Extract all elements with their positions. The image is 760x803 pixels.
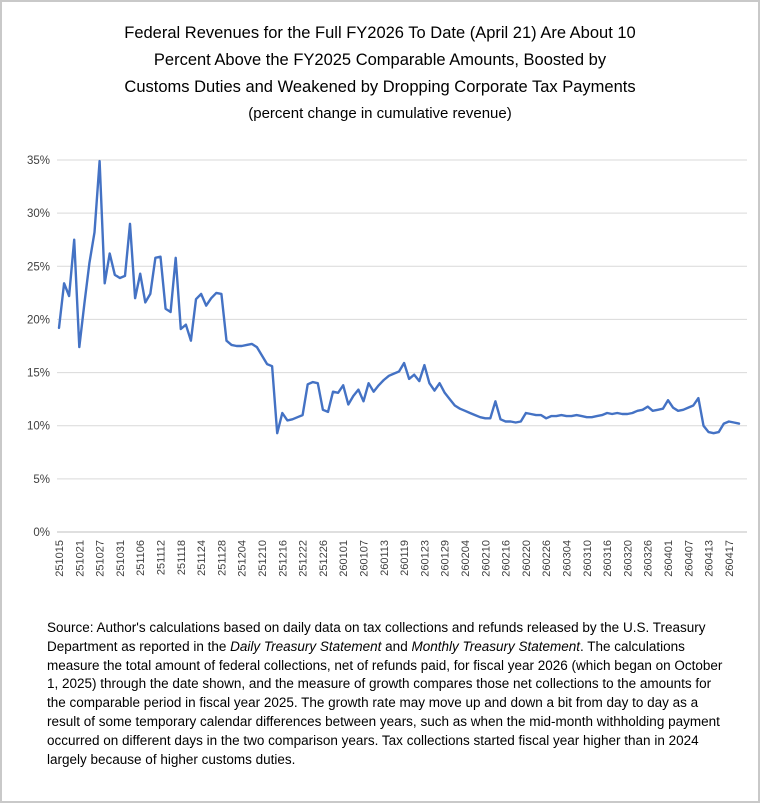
line-chart: [2, 142, 760, 607]
x-axis-tick-label: 251222: [297, 540, 310, 577]
revenue-growth-line: [59, 161, 739, 433]
x-axis-tick-label: 251216: [277, 540, 290, 577]
chart-title-line-1: Federal Revenues for the Full FY2026 To Date (April 21) Are About 10: [124, 24, 636, 42]
x-axis-tick-label: 251027: [94, 540, 107, 577]
x-axis-tick-label: 260304: [561, 540, 574, 577]
x-axis-tick-label: 251204: [236, 540, 249, 577]
x-axis-tick-label: 260401: [662, 540, 675, 577]
x-axis-tick-label: 260417: [723, 540, 736, 577]
y-axis-tick-label: 30%: [26, 208, 50, 221]
source-text-segment: and: [381, 638, 412, 654]
x-axis-tick-label: 260107: [358, 540, 371, 577]
x-axis-tick-label: 251210: [256, 540, 269, 577]
x-axis-tick-label: 251226: [317, 540, 330, 577]
y-axis-tick-label: 20%: [26, 314, 50, 327]
source-text-segment: Monthly Treasury Statement: [411, 638, 581, 654]
x-axis-tick-label: 260119: [399, 540, 412, 576]
y-axis-tick-label: 5%: [33, 473, 50, 486]
source-text-segment: . The calculations measure the total amount of federal collections, net of refunds paid, for fiscal year 2026 (which began on October 1, 2025) through the date shown, and the measure of growth compares those net collections to the amounts for the comparable period in fiscal year 2025. The growth rate may move up and down a bit from day to day as a result of some temporary calendar differences between years, such as when the mid-month withholding payment occurred on different days in the two comparison years. Tax collections started fiscal year higher than in 2024 largely because of higher customs duties.: [47, 638, 723, 767]
x-axis-tick-label: 260101: [338, 540, 351, 577]
x-axis-tick-label: 260310: [581, 540, 594, 577]
x-axis-tick-label: 260326: [642, 540, 655, 577]
x-axis-tick-label: 260216: [500, 540, 513, 577]
chart-title-line-2: Percent Above the FY2025 Comparable Amounts, Boosted by: [153, 51, 607, 69]
x-axis-tick-label: 260226: [541, 540, 554, 577]
x-axis-tick-label: 260316: [602, 540, 615, 577]
source-text-segment: Daily Treasury Statement: [230, 638, 382, 654]
y-axis-tick-label: 0%: [33, 527, 50, 539]
x-axis-tick-label: 251118: [175, 540, 188, 576]
y-axis-tick-label: 35%: [26, 155, 50, 167]
x-axis-tick-label: 251031: [114, 540, 127, 577]
source-note: [47, 619, 725, 769]
x-axis-tick-label: 260320: [622, 540, 635, 577]
x-axis-tick-label: 260413: [703, 540, 716, 577]
y-axis-tick-label: 10%: [26, 420, 50, 433]
x-axis-tick-label: 260123: [419, 540, 432, 577]
source-text-segment: Source: Author's calculations based on daily data on tax collections and refunds released by the U.S. Treasury Department as reported in the: [47, 620, 706, 654]
x-axis-tick-label: 251112: [155, 540, 168, 576]
x-axis-tick-label: 251106: [135, 540, 148, 576]
x-axis-tick-label: 251021: [74, 540, 87, 577]
x-axis-tick-label: 251124: [196, 540, 209, 576]
x-axis-tick-label: 260113: [378, 540, 391, 576]
x-axis-tick-label: 260210: [480, 540, 493, 577]
x-axis-tick-label: 260204: [459, 540, 472, 577]
x-axis-tick-label: 260129: [439, 540, 452, 577]
x-axis-tick-label: 251015: [54, 540, 66, 577]
y-axis-tick-label: 25%: [26, 261, 50, 274]
chart-subtitle: (percent change in cumulative revenue): [248, 105, 512, 122]
x-axis-tick-label: 260407: [683, 540, 696, 577]
chart-title-line-3: Customs Duties and Weakened by Dropping Corporate Tax Payments: [124, 78, 636, 96]
y-axis-tick-label: 15%: [26, 367, 50, 380]
x-axis-tick-label: 260220: [520, 540, 533, 577]
x-axis-tick-label: 251128: [216, 540, 229, 576]
chart-title-block: [2, 20, 758, 126]
